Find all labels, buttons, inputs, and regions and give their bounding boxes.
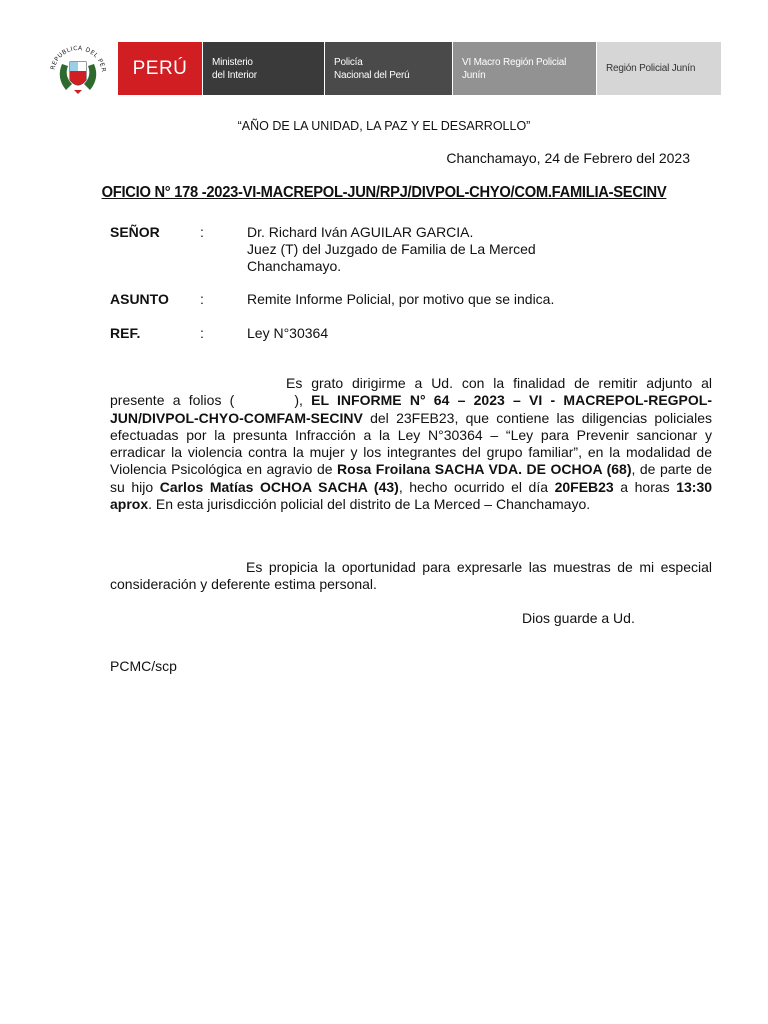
ref-value: Ley N°30364 (247, 325, 329, 341)
senor-colon: : (200, 224, 204, 240)
asunto-label: ASUNTO (110, 291, 169, 307)
coat-of-arms-seal (44, 44, 112, 96)
senor-label: SEÑOR (110, 224, 160, 240)
asunto-value: Remite Informe Policial, por motivo que se indica. (247, 291, 555, 307)
oficio-title: OFICIO N° 178 -2023-VI-MACREPOL-JUN/RPJ/DIVPOL-CHYO/COM.FAMILIA-SECINV (101, 184, 667, 201)
peru-brand: PERÚ (118, 42, 202, 95)
body-paragraph-2: Es propicia la oportunidad para expresarle las muestras de mi especial consideración y deferente estima personal. (110, 559, 712, 593)
year-motto: “AÑO DE LA UNIDAD, LA PAZ Y EL DESARROLLO” (237, 119, 531, 133)
body-paragraph-1: Es grato dirigirme a Ud. con la finalidad de remitir adjunto al presente a folios ( ), EL INFORME N° 64 – 2023 – VI - MACREPOL-REGPOL-JUN/DIVPOL-CHYO-COMFAM-SECINV del 23FEB23, que contiene las diligencias policiales efectuadas por la presunta Infracción a la Ley N°30364 – “Ley para Prevenir sancionar y erradicar la violencia contra la mujer y los integrantes del grupo familiar”, en la modalidad de Violencia Psicológica en agravio de Rosa Froilana SACHA VDA. DE OCHOA (68), de parte de su hijo Carlos Matías OCHOA SACHA (43), hecho ocurrido el día 20FEB23 a horas 13:30 aprox. En esta jurisdicción policial del distrito de La Merced – Chanchamayo. (110, 375, 713, 513)
initials: PCMC/scp (110, 658, 177, 674)
region-policial-block: Región Policial Junín (597, 42, 721, 95)
ref-colon: : (200, 325, 204, 341)
ref-label: REF. (110, 325, 141, 341)
closing-line: Dios guarde a Ud. (522, 610, 635, 626)
macro-region-block: VI Macro Región Policial Junín (453, 42, 596, 95)
senor-value: Dr. Richard Iván AGUILAR GARCIA. Juez (T) del Juzgado de Familia de La Merced Chanchamayo. (247, 224, 536, 274)
seal-text: REPUBLICA DEL PER (49, 44, 107, 73)
ministerio-block: Ministerio del Interior (203, 42, 324, 95)
policia-block: Policía Nacional del Perú (325, 42, 452, 95)
date-line: Chanchamayo, 24 de Febrero del 2023 (446, 150, 690, 166)
asunto-colon: : (200, 291, 204, 307)
